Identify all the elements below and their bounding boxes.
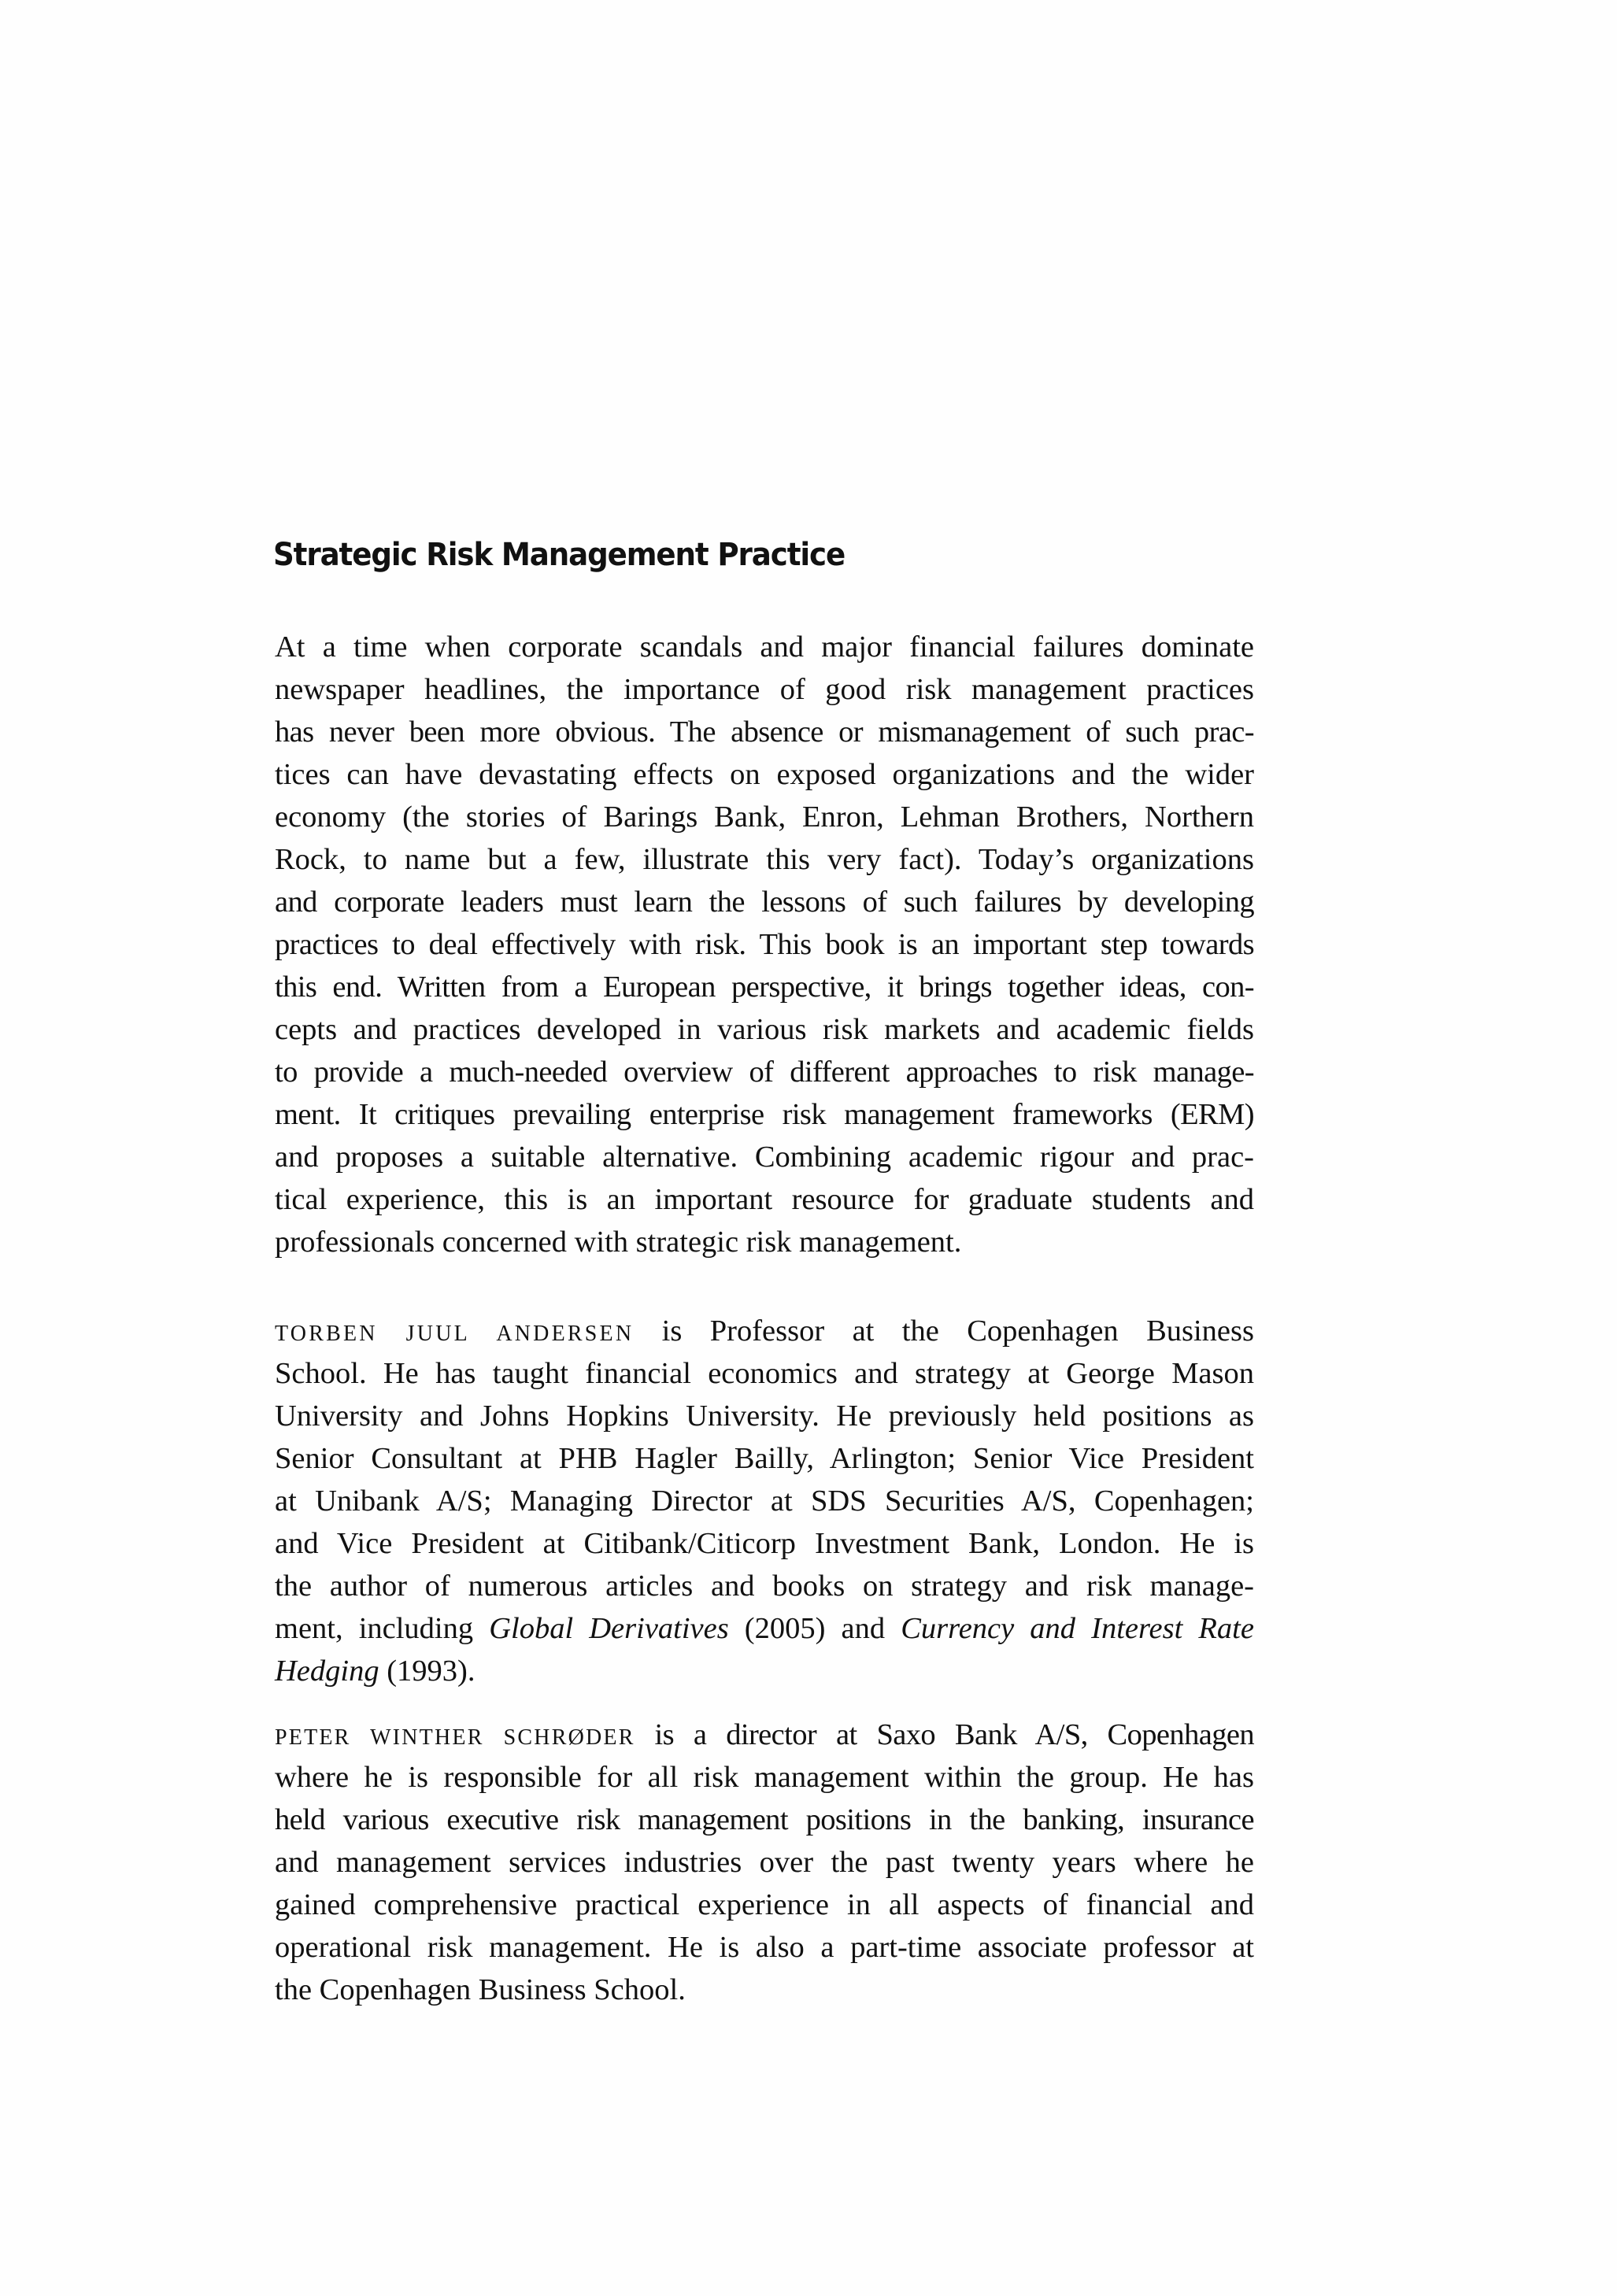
text-line bbox=[275, 1650, 1254, 1692]
author-bio-schroder bbox=[275, 1714, 1254, 2011]
book-reference: Hedging bbox=[275, 1655, 379, 1688]
author-bio-andersen bbox=[275, 1310, 1254, 1692]
book-title: Strategic Risk Management Practice bbox=[273, 537, 846, 573]
text-line: University and Johns Hopkins University. He previously held positions as bbox=[275, 1399, 1254, 1433]
author-name: TORBEN JUUL ANDERSEN bbox=[275, 1322, 635, 1346]
text-line: newspaper headlines, the importance of good risk management practices bbox=[275, 673, 1254, 706]
bio-text: is Professor at the Copenhagen Business bbox=[634, 1314, 1254, 1348]
text-line: practices to deal effectively with risk. This book is an important step towards bbox=[275, 928, 1254, 961]
text-line: and management services industries over the past twenty years where he bbox=[275, 1846, 1254, 1879]
text-line: at Unibank A/S; Managing Director at SDS Securities A/S, Copenhagen; bbox=[275, 1484, 1254, 1518]
author-name: PETER WINTHER SCHRØDER bbox=[275, 1725, 635, 1750]
text-line: At a time when corporate scandals and major financial failures dominate bbox=[275, 630, 1254, 664]
text-line: tical experience, this is an important resource for graduate students and bbox=[275, 1183, 1254, 1216]
text-line: Senior Consultant at PHB Hagler Bailly, Arlington; Senior Vice President bbox=[275, 1442, 1254, 1475]
text-line: to provide a much-needed overview of different approaches to risk manage- bbox=[275, 1056, 1254, 1089]
text-line: tices can have devastating effects on exposed organizations and the wider bbox=[275, 758, 1254, 791]
bio-text: (2005) and bbox=[728, 1612, 901, 1645]
bio-text: is a director at Saxo Bank A/S, Copenhagen bbox=[635, 1718, 1254, 1751]
bio-text: (1993). bbox=[379, 1655, 475, 1688]
text-line: School. He has taught financial economics and strategy at George Mason bbox=[275, 1357, 1254, 1390]
text-line: ment. It critiques prevailing enterprise risk management frameworks (ERM) bbox=[275, 1098, 1254, 1131]
text-line: Rock, to name but a few, illustrate this very fact). Today’s organizations bbox=[275, 843, 1254, 876]
text-line: gained comprehensive practical experience in all aspects of financial and bbox=[275, 1888, 1254, 1921]
text-line: professionals concerned with strategic risk management. bbox=[275, 1226, 962, 1259]
text-line bbox=[275, 1714, 1254, 1756]
text-line: this end. Written from a European perspective, it brings together ideas, con- bbox=[275, 971, 1254, 1004]
bio-text: ment, including bbox=[275, 1612, 490, 1645]
book-reference: Currency and Interest Rate bbox=[901, 1612, 1254, 1645]
text-line: where he is responsible for all risk management within the group. He has bbox=[275, 1761, 1254, 1794]
text-line bbox=[275, 1310, 1254, 1352]
text-line: has never been more obvious. The absence or mismanagement of such prac- bbox=[275, 715, 1254, 749]
book-description bbox=[275, 626, 1254, 1263]
text-line: the author of numerous articles and books on strategy and risk manage- bbox=[275, 1569, 1254, 1603]
text-line: and corporate leaders must learn the lessons of such failures by developing bbox=[275, 885, 1254, 919]
text-line: the Copenhagen Business School. bbox=[275, 1973, 686, 2006]
text-line: cepts and practices developed in various risk markets and academic fields bbox=[275, 1013, 1254, 1046]
text-line: operational risk management. He is also a part-time associate professor at bbox=[275, 1931, 1254, 1964]
text-line: economy (the stories of Barings Bank, Enron, Lehman Brothers, Northern bbox=[275, 800, 1254, 834]
text-line: and Vice President at Citibank/Citicorp Investment Bank, London. He is bbox=[275, 1527, 1254, 1560]
text-line: held various executive risk management positions in the banking, insurance bbox=[275, 1803, 1254, 1836]
book-reference: Global Derivatives bbox=[489, 1612, 729, 1645]
text-line bbox=[275, 1607, 1254, 1650]
text-line: and proposes a suitable alternative. Combining academic rigour and prac- bbox=[275, 1141, 1254, 1174]
